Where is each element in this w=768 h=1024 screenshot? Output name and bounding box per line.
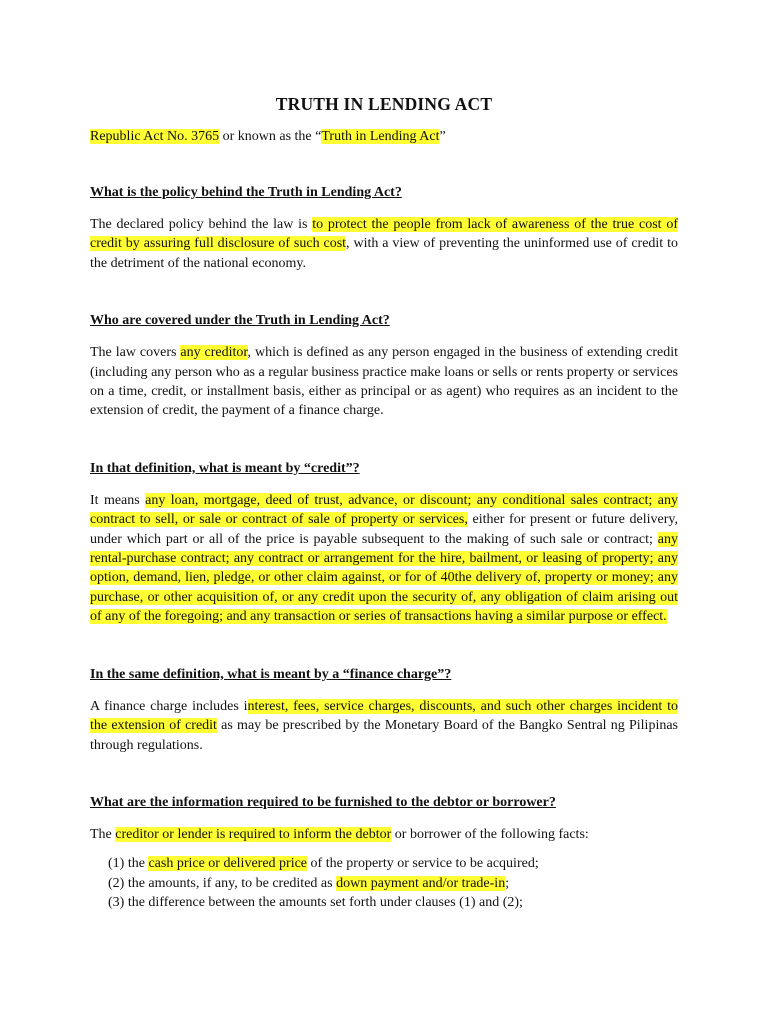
ra-number-highlight: Republic Act No. 3765 [90,129,220,144]
answer-text: A finance charge includes i [90,698,248,714]
list-item-text: (2) the amounts, if any, to be credited as [108,875,337,891]
list-item [108,854,678,873]
answer-highlight: creditor or lender is required to inform the debtor [115,826,392,842]
question-credit-definition: In that definition, what is meant by “credit”? [90,460,360,476]
answer-text: The law covers [90,345,181,361]
answer-text: It means [90,492,146,508]
answer-text: The [90,826,116,842]
answer-highlight: any rental-purchase contract; any contract or arrangement for the hire, bailment, or leasing of property; any option, demand, lien, pledge, or other claim against, or for of 40the delivery of, property or money; any purchase, or other acquisition of, or any credit upon the security of, any obligation of claim arising out of any of the foregoing; and any transaction or series of transactions having a similar purpose or effect. [90,531,678,625]
intro-line [90,127,678,147]
answer-highlight: any loan, mortgage, deed of trust, advance, or discount; any conditional sales contract; any contract to sell, or sale or contract of sale of property or services, [90,492,678,528]
list-item-text: (3) the difference between the amounts set forth under clauses (1) and (2); [108,895,523,911]
answer-text: or borrower of the following facts: [391,826,589,842]
answer-text: , with a view of preventing the uninformed use of credit to the detriment of the national economy. [90,236,678,271]
list-item-highlight: down payment and/or trade-in [336,875,506,891]
answer-text: as may be prescribed by the Monetary Board of the Bangko Sentral ng Pilipinas through regulations. [90,718,678,753]
question-coverage: Who are covered under the Truth in Lending Act? [90,313,390,329]
document-title: TRUTH IN LENDING ACT [275,94,493,114]
list-item-highlight: cash price or delivered price [148,856,308,872]
answer-finance-charge [90,697,678,755]
list-item [108,874,678,893]
required-facts-list [90,854,678,912]
answer-highlight: nterest, fees, service charges, discounts, and such other charges incident to the extension of credit [90,698,678,734]
list-item [108,893,678,912]
act-name-highlight: Truth in Lending Act [321,129,440,144]
answer-text: , which is defined as any person engaged in the business of extending credit (including any person who as a regular business practice make loans or sells or rents property or services on a time, credit, or installment basis, either as principal or as agent) who requires as an incident to the extension of credit, the payment of a finance charge. [90,345,678,419]
answer-highlight: any creditor [180,345,248,361]
answer-required-information [90,825,678,844]
question-policy: What is the policy behind the Truth in Lending Act? [90,185,402,200]
answer-text: The declared policy behind the law is [90,217,313,232]
answer-coverage [90,343,678,421]
intro-end: ” [439,129,446,144]
list-item-text: ; [505,875,510,891]
answer-credit-definition [90,491,678,627]
question-required-information: What are the information required to be furnished to the debtor or borrower? [90,794,556,810]
answer-highlight: to protect the people from lack of awareness of the true cost of credit by assuring full disclosure of such cost [90,217,678,252]
list-item-text: of the property or service to be acquired; [307,856,539,872]
intro-middle: or known as the “ [219,129,322,144]
list-item-text: (1) the [108,856,149,872]
question-finance-charge: In the same definition, what is meant by a “finance charge”? [90,666,452,682]
answer-policy [90,215,678,273]
answer-text: either for present or future delivery, under which part or all of the price is payable subsequent to the making of such sale or contract; [90,512,679,547]
